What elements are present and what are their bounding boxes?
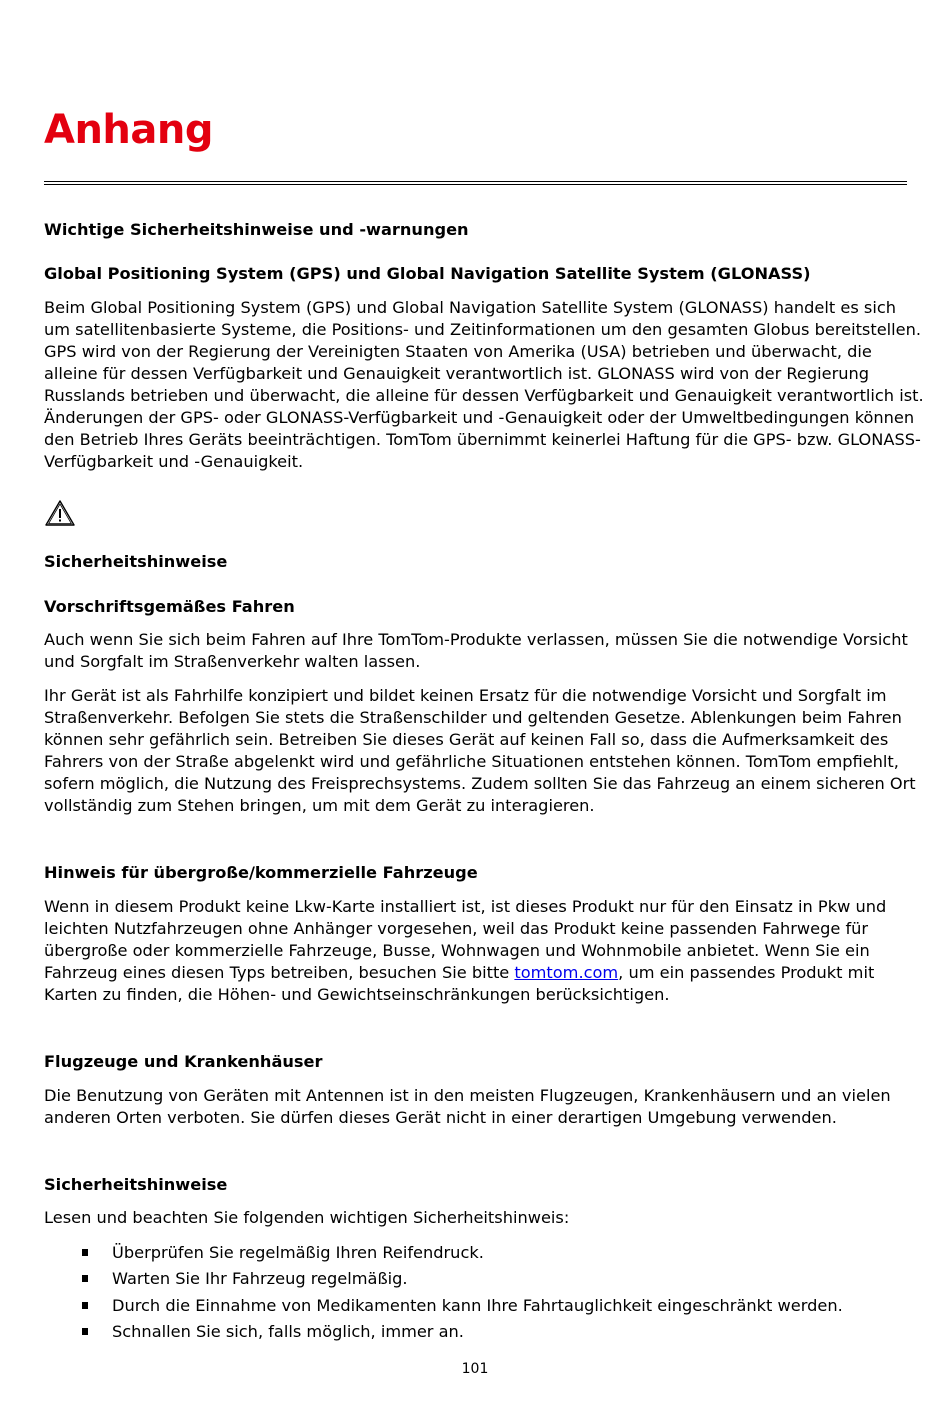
gps-heading: Global Positioning System (GPS) und Global Navigation Satellite System (GLONASS) — [44, 264, 811, 283]
aircraft-paragraph: Die Benutzung von Geräten mit Antennen ist in den meisten Flugzeugen, Krankenhäusern und an vielen anderen Orten verboten. Sie dürfen dieses Gerät nicht in einer derartigen Umgebung verwenden. — [44, 1086, 891, 1127]
vehicles-text-after: , um ein passendes Produkt mit Karten zu finden, die Höhen- und Gewichtseinschränkungen berücksichtigen. — [44, 963, 875, 1004]
list-item — [44, 1293, 924, 1319]
list-item-text: Überprüfen Sie regelmäßig Ihren Reifendruck. — [112, 1243, 484, 1262]
list-item-text: Warten Sie Ihr Fahrzeug regelmäßig. — [112, 1269, 408, 1289]
list-item-text: Durch die Einnahme von Medikamenten kann Ihre Fahrtauglichkeit eingeschränkt werden. — [112, 1295, 843, 1315]
hints-heading: Sicherheitshinweise — [44, 552, 228, 571]
bullet-square-icon — [82, 1302, 88, 1309]
title-divider — [44, 181, 907, 185]
driving-paragraph-1: Auch wenn Sie sich beim Fahren auf Ihre TomTom-Produkte verlassen, müssen Sie die notwendige Vorsicht und Sorgfalt im Straßenverkehr walten lassen. — [44, 630, 908, 671]
list-item-text: Schnallen Sie sich, falls möglich, immer an. — [112, 1321, 464, 1341]
hints2-paragraph: Lesen und beachten Sie folgenden wichtigen Sicherheitshinweis: — [44, 1208, 570, 1227]
warning-triangle-icon — [44, 499, 76, 527]
list-item — [44, 1266, 924, 1292]
safety-bullet-list — [44, 1240, 924, 1345]
page-number: 101 — [461, 1361, 489, 1377]
vehicles-paragraph — [44, 896, 924, 1006]
driving-paragraph-2: Ihr Gerät ist als Fahrhilfe konzipiert und bildet keinen Ersatz für die notwendige Vorsicht und Sorgfalt im Straßenverkehr. Befolgen Sie stets die Straßenschilder und geltenden Gesetze. Ablenkungen beim Fahren können sehr gefährlich sein. Betreiben Sie dieses Gerät auf keinen Fall so, dass die Aufmerksamkeit des Fahrers von der Straße abgelenkt wird und gefährliche Situationen entstehen können. TomTom empfiehlt, sofern möglich, die Nutzung des Freisprechsystems. Zudem sollten Sie das Fahrzeug an einem sicheren Ort vollständig zum Stehen bringen, um mit dem Gerät zu interagieren. — [44, 686, 916, 815]
hints2-heading: Sicherheitshinweise — [44, 1175, 228, 1194]
list-item — [44, 1319, 924, 1345]
vehicles-heading: Hinweis für übergroße/kommerzielle Fahrzeuge — [44, 863, 478, 882]
bullet-square-icon — [82, 1328, 88, 1335]
gps-paragraph: Beim Global Positioning System (GPS) und Global Navigation Satellite System (GLONASS) handelt es sich um satellitenbasierte Systeme, die Positions- und Zeitinformationen um den gesamten Globus bereitstellen. GPS wird von der Regierung der Vereinigten Staaten von Amerika (USA) betrieben und überwacht, die alleine für dessen Verfügbarkeit und Genauigkeit verantwortlich ist. GLONASS wird von der Regierung Russlands betrieben und überwacht, die alleine für dessen Verfügbarkeit und Genauigkeit verantwortlich ist. Änderungen der GPS- oder GLONASS-Verfügbarkeit und -Genauigkeit oder der Umweltbedingungen können den Betrieb Ihres Geräts beeinträchtigen. TomTom übernimmt keinerlei Haftung für die GPS- bzw. GLONASS-Verfügbarkeit und -Genauigkeit. — [44, 298, 924, 471]
bullet-square-icon — [82, 1249, 88, 1256]
safety-heading: Wichtige Sicherheitshinweise und -warnungen — [44, 220, 469, 239]
driving-heading: Vorschriftsgemäßes Fahren — [44, 597, 295, 616]
aircraft-heading: Flugzeuge und Krankenhäuser — [44, 1052, 323, 1071]
vehicles-text-before: Wenn in diesem Produkt keine Lkw-Karte installiert ist, ist dieses Produkt nur für den Einsatz in Pkw und leichten Nutzfahrzeugen ohne Anhänger vorgesehen, weil das Produkt keine passenden Fahrwege für übergroße oder kommerzielle Fahrzeuge, Busse, Wohnwagen und Wohnmobile anbietet. Wenn Sie ein Fahrzeug eines diesen Typs betreiben, besuchen Sie bitte — [44, 897, 887, 982]
bullet-square-icon — [82, 1275, 88, 1282]
page-title: Anhang — [44, 107, 214, 153]
tomtom-link[interactable]: tomtom.com — [514, 963, 619, 982]
list-item — [44, 1240, 924, 1266]
